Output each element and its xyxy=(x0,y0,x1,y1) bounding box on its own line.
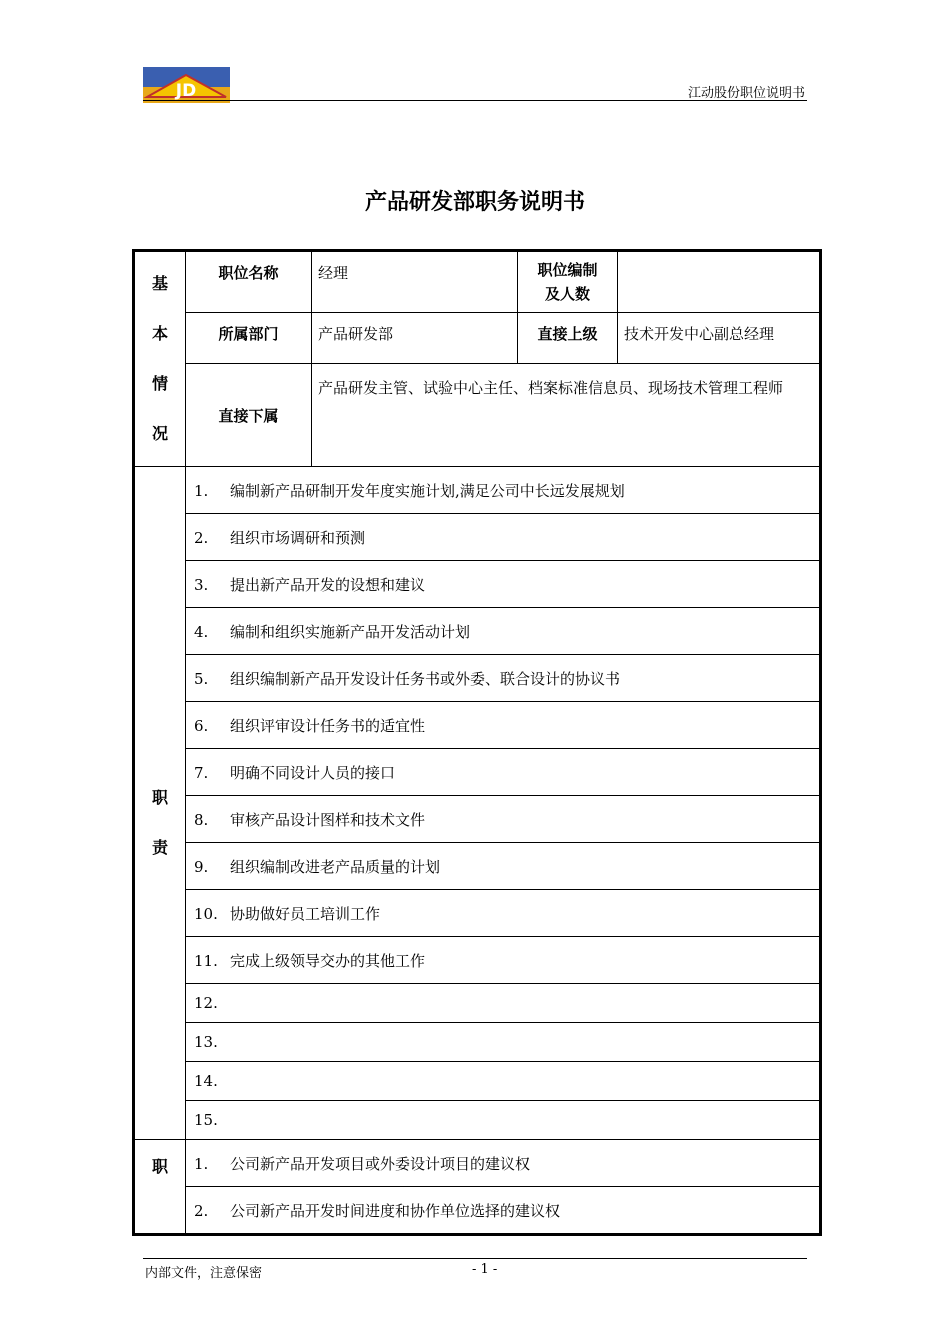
footer-rule xyxy=(143,1258,807,1259)
department-label: 所属部门 xyxy=(186,313,312,364)
duty-item: 7. 明确不同设计人员的接口 xyxy=(186,749,821,796)
duty-item: 11. 完成上级领导交办的其他工作 xyxy=(186,937,821,984)
headcount-label: 职位编制 及人数 xyxy=(518,251,618,313)
position-name-label: 职位名称 xyxy=(186,251,312,313)
duty-item: 6. 组织评审设计任务书的适宜性 xyxy=(186,702,821,749)
headcount-value xyxy=(618,251,821,313)
duty-item: 15. xyxy=(186,1101,821,1140)
duty-item: 4. 编制和组织实施新产品开发活动计划 xyxy=(186,608,821,655)
job-description-table xyxy=(132,249,822,1236)
duty-item: 1. 编制新产品研制开发年度实施计划,满足公司中长远发展规划 xyxy=(186,467,821,514)
duty-item: 14. xyxy=(186,1062,821,1101)
position-name-value: 经理 xyxy=(312,251,518,313)
duty-item: 10. 协助做好员工培训工作 xyxy=(186,890,821,937)
duty-item: 9. 组织编制改进老产品质量的计划 xyxy=(186,843,821,890)
authority-item: 2. 公司新产品开发时间进度和协作单位选择的建议权 xyxy=(186,1187,821,1235)
section-authority-label: 职 xyxy=(134,1140,186,1235)
superior-value: 技术开发中心副总经理 xyxy=(618,313,821,364)
page-title: 产品研发部职务说明书 xyxy=(364,190,585,215)
duty-item: 5. 组织编制新产品开发设计任务书或外委、联合设计的协议书 xyxy=(186,655,821,702)
duty-item: 12. xyxy=(186,984,821,1023)
section-basic-label: 基 本 情 况 xyxy=(134,251,186,467)
department-value: 产品研发部 xyxy=(312,313,518,364)
superior-label: 直接上级 xyxy=(518,313,618,364)
company-logo xyxy=(143,67,230,103)
duty-item: 3. 提出新产品开发的设想和建议 xyxy=(186,561,821,608)
doc-series-label: 江动股份职位说明书 xyxy=(687,86,805,101)
confidentiality-note: 内部文件，注意保密 xyxy=(145,1266,263,1281)
section-duties-label: 职 责 xyxy=(134,467,186,1140)
svg-text:JD: JD xyxy=(175,81,197,101)
subordinates-label: 直接下属 xyxy=(186,364,312,467)
duty-item: 2. 组织市场调研和预测 xyxy=(186,514,821,561)
duty-item: 8. 审核产品设计图样和技术文件 xyxy=(186,796,821,843)
page-number: - 1 - xyxy=(472,1262,498,1277)
authority-item: 1. 公司新产品开发项目或外委设计项目的建议权 xyxy=(186,1140,821,1187)
subordinates-value: 产品研发主管、试验中心主任、档案标准信息员、现场技术管理工程师 xyxy=(312,364,821,467)
duty-item: 13. xyxy=(186,1023,821,1062)
